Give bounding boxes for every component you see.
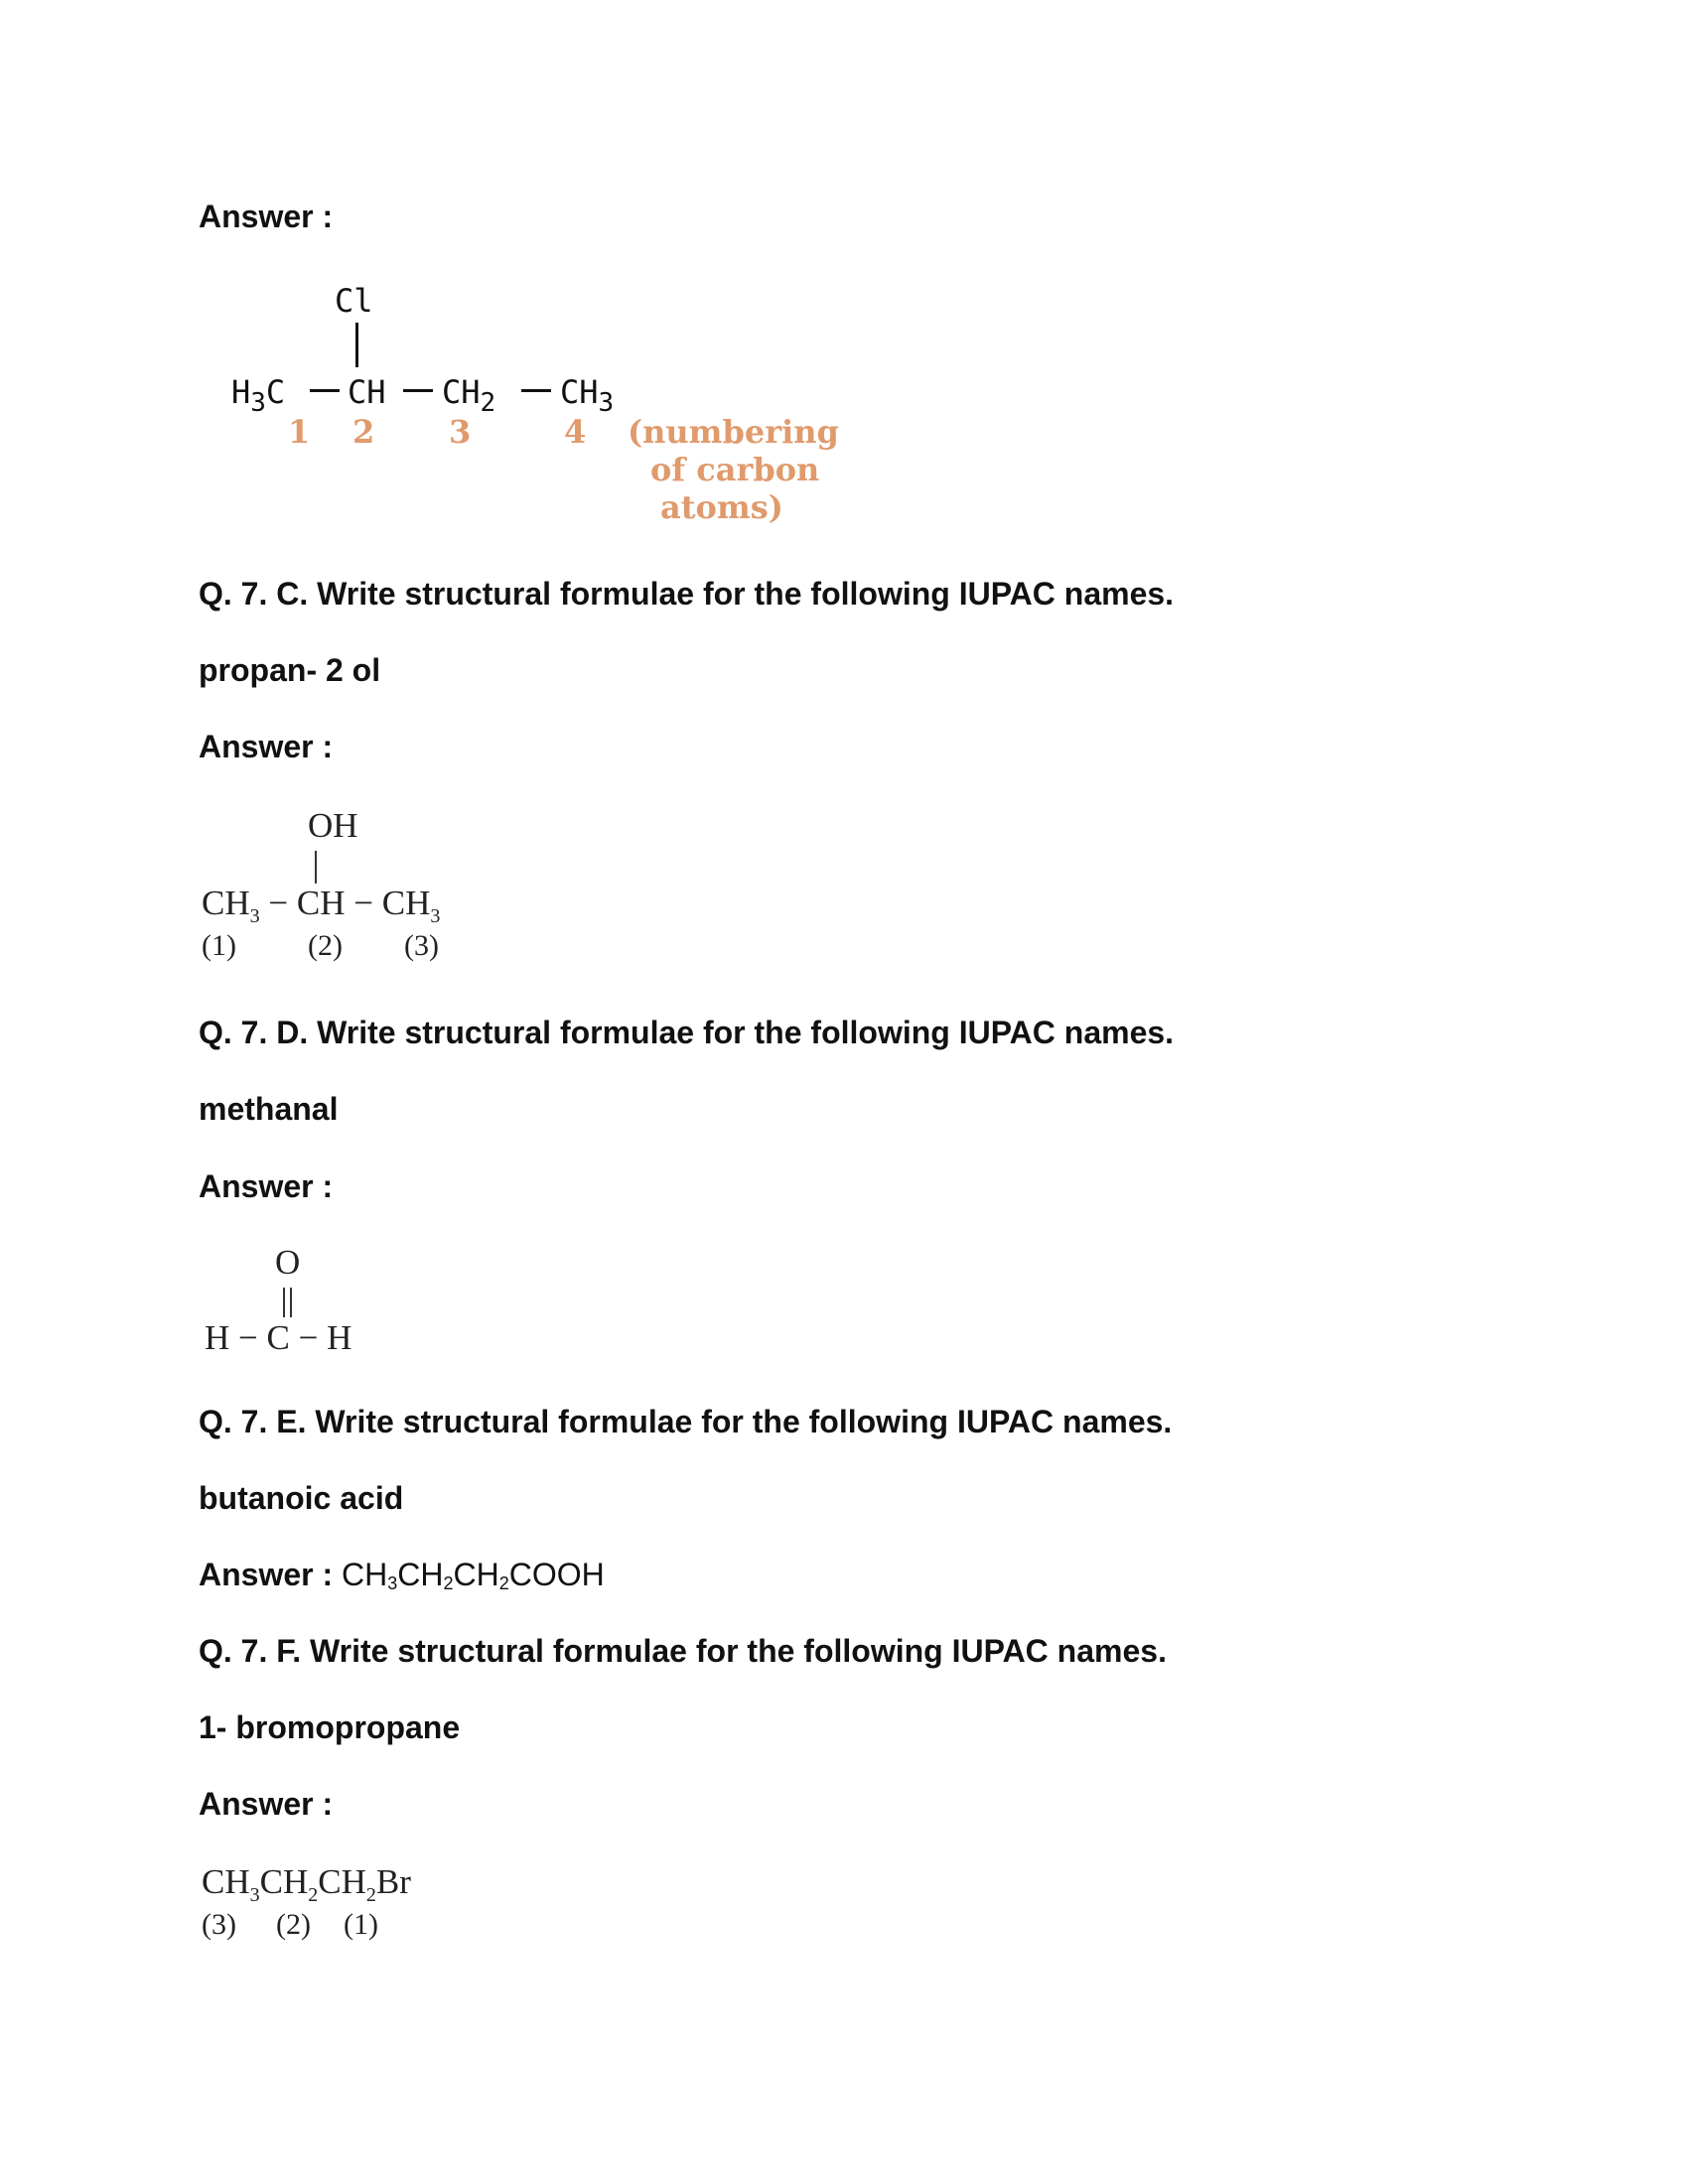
bond-vertical [355, 323, 358, 367]
bond [403, 389, 433, 392]
bromopropane-formula: $CH_3CH_2CH_2Br$ [202, 1862, 411, 1906]
double-bond [290, 1288, 292, 1317]
bond-vertical [315, 851, 317, 884]
carbon-number: (3) [202, 1908, 236, 1941]
numbering-note: (numbering [628, 413, 839, 451]
question-heading: Q. 7. C. Write structural formulae for the following IUPAC names. [199, 576, 1175, 612]
compound-name: propan- 2 ol [199, 652, 381, 688]
numbering-note: atoms) [660, 488, 783, 526]
question-heading: Q. 7. E. Write structural formulae for the following IUPAC names. [199, 1404, 1173, 1439]
carbon-number: 1 [288, 413, 311, 451]
bond [310, 389, 340, 392]
carbon-number: 2 [352, 413, 375, 451]
numbering-note: of carbon [650, 451, 820, 488]
ch3-group: $CH_3$ [560, 373, 615, 418]
oxygen-atom: O [275, 1243, 301, 1282]
h3c-group: $H_3C$ [231, 373, 286, 418]
methanal-chain: H − C − H [205, 1318, 352, 1357]
carbon-number: 3 [449, 413, 472, 451]
question-heading: Q. 7. D. Write structural formulae for the following IUPAC names. [199, 1015, 1175, 1050]
answer-line [199, 1555, 605, 1603]
answer-label: Answer : [199, 199, 334, 234]
butanoic-acid-formula: $CH_3CH_2CH_2COOH$ [342, 1557, 605, 1593]
answer-label: Answer : [199, 1786, 334, 1822]
ch3-group: $CH_3$ − CH − $CH_3$ [202, 884, 441, 927]
answer-label: Answer : [199, 729, 334, 764]
carbon-number: (3) [404, 929, 439, 962]
carbon-number: (2) [308, 929, 343, 962]
chlorine-atom: Cl [335, 282, 373, 320]
carbon-number: 4 [564, 413, 587, 451]
carbon-number: (1) [344, 1908, 378, 1941]
question-heading: Q. 7. F. Write structural formulae for the following IUPAC names. [199, 1633, 1167, 1669]
compound-name: 1- bromopropane [199, 1709, 461, 1745]
compound-name: butanoic acid [199, 1480, 404, 1516]
carbon-number: (1) [202, 929, 236, 962]
carbon-number: (2) [276, 1908, 311, 1941]
answer-label: Answer : [199, 1557, 334, 1592]
answer-label: Answer : [199, 1168, 334, 1204]
hydroxyl-group: OH [308, 806, 358, 845]
double-bond [283, 1288, 285, 1317]
compound-name: methanal [199, 1091, 339, 1127]
ch2-group: $CH_2$ [442, 373, 496, 418]
ch-group: CH [348, 373, 386, 411]
bond [521, 389, 551, 392]
